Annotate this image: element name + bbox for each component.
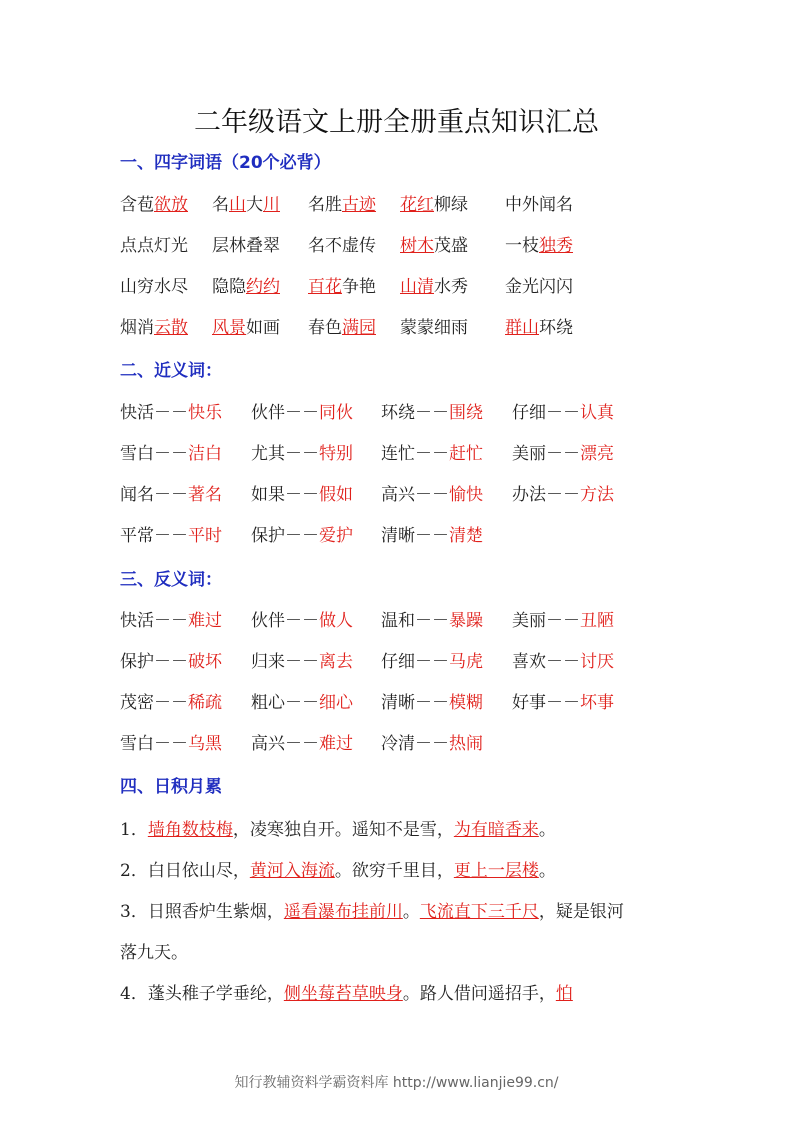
highlighted-answer: 山清 [400, 277, 434, 297]
text-segment: 落九天。 [120, 943, 188, 963]
antonym-pair [512, 647, 614, 672]
antonym-answer: 细心 [319, 693, 353, 713]
synonym-pair [381, 480, 483, 505]
word: 清晰－－ [381, 526, 449, 546]
synonym-pair [251, 439, 353, 464]
word: 雪白－－ [120, 444, 188, 464]
highlighted-answer: 云散 [154, 318, 188, 338]
antonym-answer: 坏事 [580, 693, 614, 713]
text-segment: 2．白日依山尽， [120, 861, 250, 881]
word: 高兴－－ [381, 485, 449, 505]
antonym-answer: 难过 [188, 611, 222, 631]
text-segment: 争艳 [342, 277, 376, 297]
idiom [212, 231, 280, 256]
highlighted-answer: 更上一层楼 [453, 861, 539, 881]
highlighted-answer: 独秀 [539, 236, 573, 256]
idiom [505, 231, 573, 256]
word: 保护－－ [251, 526, 319, 546]
text-segment: 山穷水尽 [120, 277, 188, 297]
text-segment: 如画 [246, 318, 280, 338]
synonym-pair [512, 480, 614, 505]
page-title: 二年级语文上册全册重点知识汇总 [194, 107, 599, 138]
antonym-pair [120, 606, 222, 631]
word: 尤其－－ [251, 444, 319, 464]
word: 高兴－－ [251, 734, 319, 754]
text-segment: 。 [538, 861, 556, 881]
poem-line [120, 815, 556, 840]
synonym-pair [512, 439, 614, 464]
antonym-answer: 模糊 [449, 693, 483, 713]
synonym-answer: 围绕 [449, 403, 483, 423]
word: 保护－－ [120, 652, 188, 672]
synonym-pair [512, 398, 614, 423]
text-segment: 名胜 [308, 195, 342, 215]
word: 仔细－－ [381, 652, 449, 672]
text-segment: 中外闻名 [505, 195, 573, 215]
antonym-pair [381, 729, 483, 754]
synonym-pair [381, 398, 483, 423]
antonym-answer: 做人 [319, 611, 353, 631]
antonym-pair [251, 606, 353, 631]
text-segment: 环绕 [539, 318, 573, 338]
word: 仔细－－ [512, 403, 580, 423]
synonym-answer: 快乐 [188, 403, 222, 423]
synonym-answer: 认真 [580, 403, 614, 423]
section-heading-four-char-words: 一、四字词语（20个必背） [120, 153, 331, 173]
idiom [308, 313, 376, 338]
word: 平常－－ [120, 526, 188, 546]
antonym-pair [381, 688, 483, 713]
text-segment: 1． [120, 820, 148, 840]
idiom [505, 272, 573, 297]
highlighted-answer: 侧坐莓苔草映身 [283, 984, 403, 1004]
word: 茂密－－ [120, 693, 188, 713]
word: 闻名－－ [120, 485, 188, 505]
section-heading-synonyms: 二、近义词： [120, 361, 222, 381]
word: 温和－－ [381, 611, 449, 631]
idiom [400, 190, 468, 215]
word: 伙伴－－ [251, 403, 319, 423]
word: 好事－－ [512, 693, 580, 713]
text-segment: 。 [538, 820, 556, 840]
highlighted-answer: 怕 [555, 984, 573, 1004]
antonym-pair [251, 729, 353, 754]
highlighted-answer: 墙角数枝梅 [147, 820, 233, 840]
poem-line [120, 897, 624, 922]
word: 归来－－ [251, 652, 319, 672]
idiom [400, 313, 468, 338]
synonym-answer: 赶忙 [449, 444, 483, 464]
synonym-answer: 平时 [188, 526, 222, 546]
word: 粗心－－ [251, 693, 319, 713]
synonym-pair [120, 521, 222, 546]
text-segment: 名不虚传 [308, 236, 376, 256]
text-segment: 层林叠翠 [212, 236, 280, 256]
idiom [308, 190, 376, 215]
word: 喜欢－－ [512, 652, 580, 672]
antonym-answer: 丑陋 [580, 611, 614, 631]
idiom [212, 313, 280, 338]
synonym-answer: 清楚 [449, 526, 483, 546]
highlighted-answer: 山 [229, 195, 246, 215]
text-segment: 柳绿 [434, 195, 468, 215]
synonym-pair [120, 439, 222, 464]
text-segment: 春色 [308, 318, 342, 338]
antonym-pair [512, 688, 614, 713]
idiom [120, 272, 188, 297]
idiom [212, 272, 280, 297]
word: 办法－－ [512, 485, 580, 505]
antonym-pair [381, 606, 483, 631]
synonym-answer: 愉快 [449, 485, 483, 505]
highlighted-answer: 古迹 [342, 195, 376, 215]
highlighted-answer: 遥看瀑布挂前川 [283, 902, 403, 922]
synonym-answer: 漂亮 [580, 444, 614, 464]
highlighted-answer: 川 [263, 195, 280, 215]
idiom [400, 231, 468, 256]
idiom [212, 190, 280, 215]
text-segment: ，疑是银河 [538, 902, 624, 922]
synonym-answer: 方法 [580, 485, 614, 505]
highlighted-answer: 群山 [505, 318, 539, 338]
idiom [505, 313, 573, 338]
synonym-answer: 同伙 [319, 403, 353, 423]
antonym-answer: 难过 [319, 734, 353, 754]
antonym-answer: 讨厌 [580, 652, 614, 672]
highlighted-answer: 为有暗香来 [453, 820, 539, 840]
antonym-pair [251, 688, 353, 713]
synonym-pair [120, 398, 222, 423]
word: 美丽－－ [512, 611, 580, 631]
antonym-pair [120, 647, 222, 672]
poem-line [120, 938, 188, 963]
text-segment: 金光闪闪 [505, 277, 573, 297]
word: 快活－－ [120, 611, 188, 631]
section-heading-daily-accumulation: 四、日积月累 [120, 777, 222, 797]
synonym-pair [120, 480, 222, 505]
idiom [120, 231, 188, 256]
antonym-pair [251, 647, 353, 672]
synonym-pair [381, 439, 483, 464]
idiom [120, 190, 188, 215]
text-segment: 茂盛 [434, 236, 468, 256]
word: 雪白－－ [120, 734, 188, 754]
idiom [308, 231, 376, 256]
poem-line [120, 979, 573, 1004]
antonym-answer: 马虎 [449, 652, 483, 672]
highlighted-answer: 百花 [308, 277, 342, 297]
word: 环绕－－ [381, 403, 449, 423]
text-segment: 。路人借问遥招手， [402, 984, 556, 1004]
footer-watermark: 知行教辅资料学霸资料库 http://www.lianjie99.cn/ [234, 1075, 559, 1091]
idiom [308, 272, 376, 297]
poem-line [120, 856, 556, 881]
antonym-pair [381, 647, 483, 672]
text-segment: 烟消 [120, 318, 154, 338]
text-segment: 水秀 [434, 277, 468, 297]
antonym-pair [512, 606, 614, 631]
highlighted-answer: 欲放 [154, 195, 188, 215]
word: 快活－－ [120, 403, 188, 423]
antonym-answer: 暴躁 [449, 611, 483, 631]
idiom [400, 272, 468, 297]
word: 冷清－－ [381, 734, 449, 754]
antonym-pair [120, 729, 222, 754]
highlighted-answer: 黄河入海流 [249, 861, 335, 881]
text-segment: 大 [246, 195, 263, 215]
highlighted-answer: 风景 [212, 318, 246, 338]
text-segment: 名 [212, 195, 229, 215]
synonym-answer: 著名 [188, 485, 222, 505]
highlighted-answer: 满园 [342, 318, 376, 338]
synonym-pair [251, 521, 353, 546]
antonym-answer: 离去 [319, 652, 353, 672]
synonym-pair [251, 480, 353, 505]
word: 美丽－－ [512, 444, 580, 464]
highlighted-answer: 约约 [246, 277, 280, 297]
text-segment: ，凌寒独自开。遥知不是雪， [232, 820, 454, 840]
synonym-answer: 洁白 [188, 444, 222, 464]
text-segment: 4．蓬头稚子学垂纶， [120, 984, 284, 1004]
synonym-answer: 爱护 [319, 526, 353, 546]
text-segment: 一枝 [505, 236, 539, 256]
synonym-answer: 假如 [319, 485, 353, 505]
highlighted-answer: 花红 [400, 195, 434, 215]
text-segment: 。欲穷千里目， [334, 861, 454, 881]
text-segment: 隐隐 [212, 277, 246, 297]
text-segment: 蒙蒙细雨 [400, 318, 468, 338]
word: 连忙－－ [381, 444, 449, 464]
antonym-answer: 热闹 [449, 734, 483, 754]
antonym-answer: 乌黑 [188, 734, 222, 754]
highlighted-answer: 树木 [400, 236, 434, 256]
antonym-answer: 稀疏 [188, 693, 222, 713]
text-segment: 点点灯光 [120, 236, 188, 256]
word: 清晰－－ [381, 693, 449, 713]
antonym-pair [120, 688, 222, 713]
text-segment: 含苞 [120, 195, 154, 215]
word: 如果－－ [251, 485, 319, 505]
synonym-answer: 特别 [319, 444, 353, 464]
highlighted-answer: 飞流直下三千尺 [419, 902, 539, 922]
antonym-answer: 破坏 [188, 652, 222, 672]
text-segment: 。 [402, 902, 420, 922]
synonym-pair [251, 398, 353, 423]
idiom [120, 313, 188, 338]
idiom [505, 190, 573, 215]
word: 伙伴－－ [251, 611, 319, 631]
section-heading-antonyms: 三、反义词： [120, 570, 222, 590]
synonym-pair [381, 521, 483, 546]
text-segment: 3．日照香炉生紫烟， [120, 902, 284, 922]
